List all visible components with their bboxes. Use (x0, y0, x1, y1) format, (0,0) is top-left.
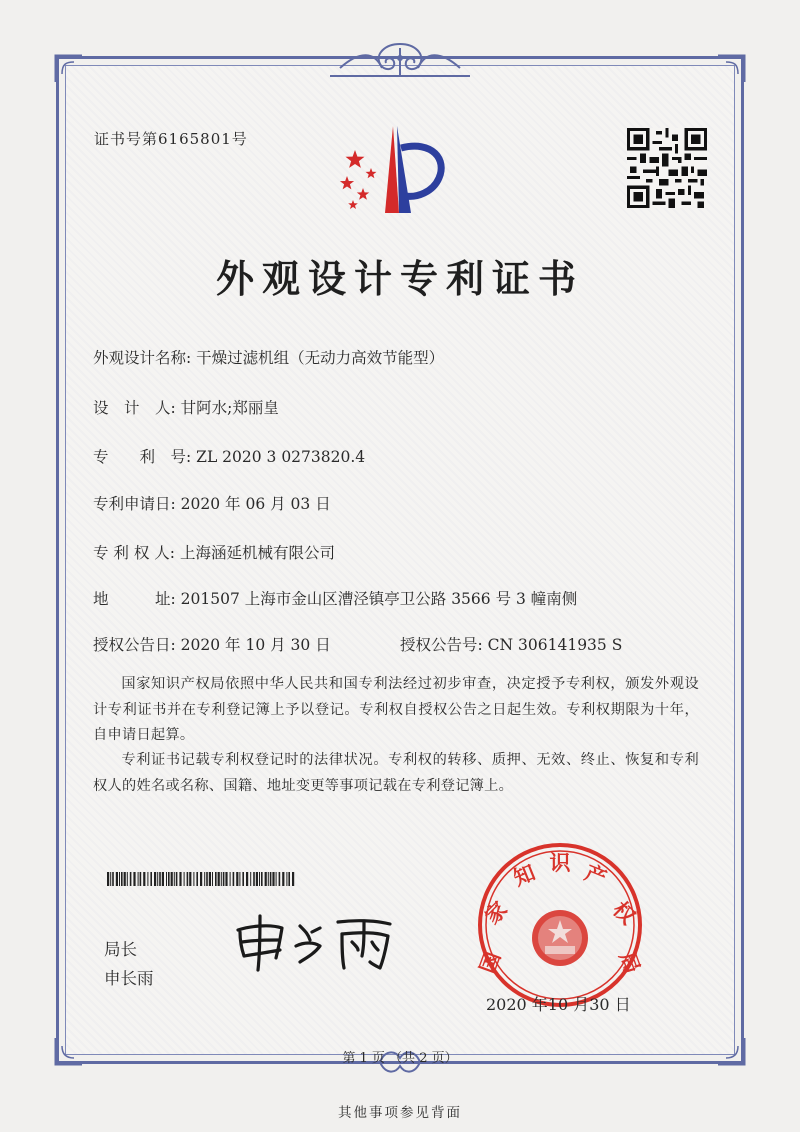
barcode-bar (159, 872, 161, 886)
handwritten-signature (230, 912, 400, 972)
svg-text:识: 识 (549, 851, 571, 875)
barcode-bar (121, 872, 123, 886)
filing-date-row (93, 492, 331, 514)
barcode-bar (174, 872, 175, 886)
svg-text:知: 知 (510, 860, 539, 891)
design-name-row (93, 346, 444, 368)
barcode-bar (107, 872, 109, 886)
barcode-bar (225, 872, 227, 886)
barcode-bar (179, 872, 181, 886)
design-name-value: 干燥过滤机组（无动力高效节能型） (196, 349, 445, 367)
barcode-bar (259, 872, 260, 886)
barcode-bar (187, 872, 189, 886)
barcode-bar (196, 872, 198, 886)
address-label: 地 址: (93, 590, 176, 608)
svg-text:家: 家 (480, 897, 512, 929)
address-value: 201507 上海市金山区漕泾镇亭卫公路 3566 号 3 幢南侧 (180, 590, 578, 608)
barcode-bar (221, 872, 222, 886)
barcode-bar (230, 872, 231, 886)
barcode-bar (286, 872, 287, 886)
announce-date-row (93, 633, 331, 655)
barcode-bar (147, 872, 148, 886)
certificate-number: 证书号第6165801号 (94, 130, 248, 148)
barcode-bar (212, 872, 213, 886)
barcode-bar (171, 872, 173, 886)
designer-label: 设 计 人: (93, 399, 176, 417)
barcode-bar (261, 872, 263, 886)
barcode-bar (265, 872, 267, 886)
certificate-title: 外观设计专利证书 (215, 257, 584, 301)
announce-number-row (400, 633, 622, 655)
grant-statement-paragraph: 国家知识产权局依照中华人民共和国专利法经过初步审查，决定授予专利权，颁发外观设计专利证书并在专利登记簿上予以登记。专利权自授权公告之日起生效。专利权期限为十年，自申请日起算。 (93, 676, 699, 743)
barcode-bar (215, 872, 217, 886)
barcode-bar (157, 872, 158, 886)
barcode-bar (154, 872, 156, 886)
announce-number-value: CN 306141935 S (487, 636, 623, 654)
design-name-label: 外观设计名称: (93, 349, 192, 367)
barcode-bar (184, 872, 185, 886)
barcode-bar (253, 872, 255, 886)
filing-date-value: 2020 年 06 月 03 日 (180, 495, 331, 513)
page-number: 第 1 页 （共 2 页） (342, 1051, 458, 1066)
barcode-bar (127, 872, 128, 886)
patent-number-label: 专 利 号: (93, 448, 192, 466)
barcode-bar (250, 872, 251, 886)
address-row (93, 587, 577, 609)
top-ornament (330, 38, 470, 82)
patent-number-value: ZL 2020 3 0273820.4 (196, 448, 366, 466)
barcode-bar (138, 872, 139, 886)
patentee-label: 专 利 权 人: (93, 544, 176, 562)
barcode-bar (204, 872, 205, 886)
official-seal-icon (475, 840, 645, 1010)
barcode-bar (256, 872, 258, 886)
svg-text:产: 产 (581, 860, 610, 891)
seal-date: 2020 年10 月30 日 (486, 995, 631, 1014)
barcode-bar (279, 872, 281, 886)
barcode-bar (150, 872, 152, 886)
barcode-bar (233, 872, 235, 886)
barcode-bar (112, 872, 114, 886)
barcode-bar (116, 872, 118, 886)
designer-value: 甘阿水;郑丽皇 (180, 399, 279, 417)
barcode-bar (242, 872, 244, 886)
barcode-bar (166, 872, 167, 886)
svg-text:局: 局 (614, 948, 645, 977)
patent-number-row (93, 445, 365, 467)
barcode-bar (292, 872, 294, 886)
barcode-bar (130, 872, 132, 886)
announce-date-value: 2020 年 10 月 30 日 (180, 636, 331, 654)
patentee-value: 上海涵延机械有限公司 (179, 544, 335, 562)
filing-date-label: 专利申请日: (93, 495, 176, 513)
barcode-bar (119, 872, 120, 886)
barcode-bar (206, 872, 208, 886)
announce-date-label: 授权公告日: (93, 636, 176, 654)
patent-emblem-icon (335, 118, 455, 218)
corner-ornament-top-left (52, 52, 86, 86)
barcode-bar (239, 872, 240, 886)
barcode-bar (282, 872, 284, 886)
barcode-bar (140, 872, 142, 886)
barcode-bar (272, 872, 274, 886)
svg-text:权: 权 (608, 897, 640, 929)
barcode-bar (268, 872, 269, 886)
barcode-icon (107, 872, 297, 886)
barcode-bar (288, 872, 290, 886)
barcode-bar (168, 872, 170, 886)
patentee-row (93, 541, 335, 563)
barcode-bar (276, 872, 277, 886)
qr-code-icon (627, 128, 707, 208)
barcode-bar (246, 872, 248, 886)
chief-title: 局长 (104, 940, 137, 959)
corner-ornament-top-right (714, 52, 748, 86)
barcode-bar (162, 872, 164, 886)
barcode-bar (124, 872, 126, 886)
barcode-bar (223, 872, 225, 886)
chief-name: 申长雨 (104, 969, 154, 988)
barcode-bar (218, 872, 220, 886)
announce-number-label: 授权公告号: (400, 636, 483, 654)
legal-status-paragraph: 专利证书记载专利权登记时的法律状况。专利权的转移、质押、无效、终止、恢复和专利权人的姓名或名称、国籍、地址变更等事项记载在专利登记簿上。 (93, 752, 699, 794)
svg-text:国: 国 (475, 948, 506, 977)
barcode-bar (193, 872, 194, 886)
barcode-bar (143, 872, 145, 886)
barcode-bar (110, 872, 111, 886)
barcode-bar (236, 872, 238, 886)
barcode-bar (176, 872, 178, 886)
designer-row (93, 396, 279, 418)
barcode-bar (209, 872, 211, 886)
barcode-bar (270, 872, 272, 886)
barcode-bar (189, 872, 191, 886)
barcode-bar (200, 872, 202, 886)
reverse-side-note: 其他事项参见背面 (338, 1105, 462, 1121)
barcode-bar (133, 872, 135, 886)
